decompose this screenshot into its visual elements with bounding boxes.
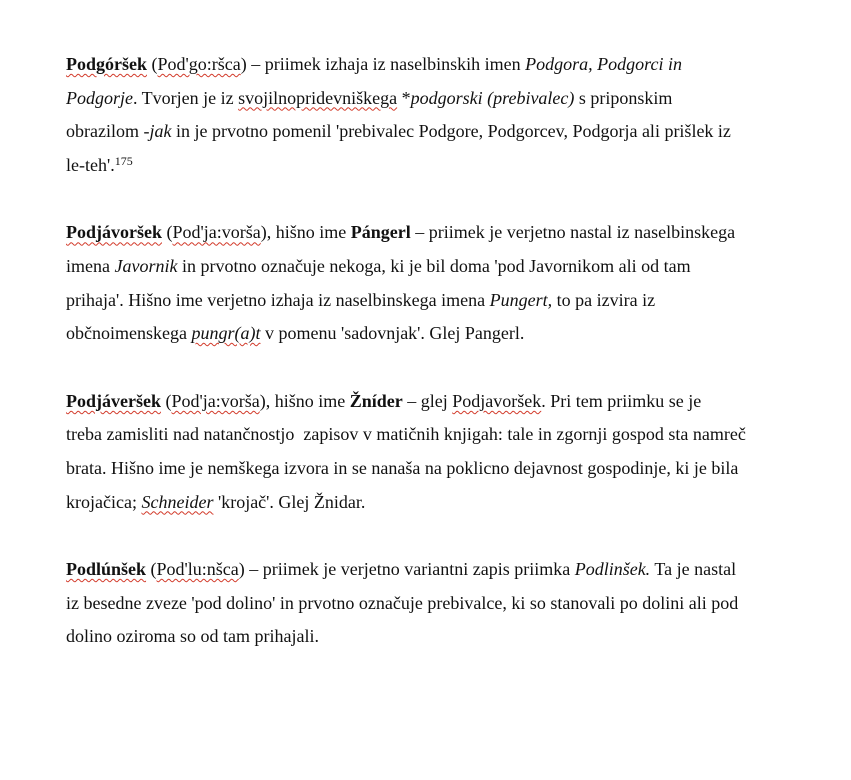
text-run: ( bbox=[162, 222, 173, 243]
italic-run: Schneider bbox=[141, 491, 214, 512]
text-run: ), hišno ime bbox=[260, 222, 351, 243]
text-run: in je prvotno pomenil 'prebivalec Podgore, Podgorcev, Podgorja ali prišlek iz bbox=[171, 121, 731, 142]
text-run: Pod'ja:vorša bbox=[172, 222, 261, 243]
text-run: krojačica; bbox=[66, 491, 142, 512]
text-line bbox=[66, 587, 794, 621]
document-page bbox=[66, 48, 794, 688]
text-line bbox=[66, 418, 794, 452]
headword: Podlúnšek bbox=[66, 559, 147, 580]
italic-run: Javornik bbox=[114, 255, 178, 276]
entry-paragraph bbox=[66, 48, 794, 182]
text-run: s priponskim bbox=[574, 87, 673, 108]
text-run: ( bbox=[147, 54, 158, 74]
text-line bbox=[66, 452, 794, 486]
text-run: Pod'lu:nšca bbox=[156, 559, 239, 580]
text-run: v pomenu 'sadovnjak'. Glej Pangerl. bbox=[260, 323, 525, 344]
italic-run: podgorski (prebivalec) bbox=[410, 87, 575, 108]
text-run: – glej bbox=[402, 390, 453, 411]
text-run: prihaja'. Hišno ime verjetno izhaja iz naselbinskega imena bbox=[66, 289, 490, 310]
headword: Podjáveršek bbox=[66, 390, 161, 411]
footnote-ref: 175 bbox=[114, 153, 133, 168]
headword: Pángerl bbox=[350, 222, 411, 243]
text-run: . Tvorjen je iz bbox=[133, 87, 239, 108]
text-line bbox=[66, 620, 794, 654]
italic-run: Pungert, bbox=[489, 289, 553, 310]
text-line bbox=[66, 553, 794, 587]
text-run: Ta je nastal bbox=[650, 559, 737, 580]
italic-run: Podlinšek. bbox=[574, 559, 651, 580]
text-run: – priimek je verjetno nastal iz naselbinskega bbox=[410, 222, 736, 243]
entry-paragraph bbox=[66, 385, 794, 519]
text-run: iz besedne zveze 'pod dolino' in prvotno označuje prebivalce, ki so stanovali po dolini ali pod bbox=[66, 592, 739, 613]
text-run: dolino oziroma so od tam prihajali. bbox=[66, 626, 319, 647]
text-line bbox=[66, 486, 794, 520]
italic-run: pungr(a)t bbox=[191, 323, 261, 344]
text-run: ), hišno ime bbox=[259, 390, 350, 411]
text-run: obrazilom bbox=[66, 121, 144, 142]
italic-run: Podgora, Podgorci in bbox=[525, 54, 682, 74]
text-line bbox=[66, 216, 794, 250]
text-run: ) – priimek izhaja iz naselbinskih imen bbox=[240, 54, 526, 74]
italic-run: Podgorje bbox=[66, 87, 133, 108]
text-line bbox=[66, 149, 794, 183]
italic-run: -jak bbox=[143, 121, 172, 142]
text-line bbox=[66, 250, 794, 284]
headword: Podjávoršek bbox=[66, 222, 162, 243]
text-run: Pod'go:ršca bbox=[157, 54, 241, 74]
entry-paragraph bbox=[66, 216, 794, 350]
text-run: ) – priimek je verjetno variantni zapis priimka bbox=[238, 559, 575, 580]
text-line bbox=[66, 48, 794, 82]
text-run: ( bbox=[146, 559, 157, 580]
text-run: * bbox=[397, 87, 411, 108]
text-line bbox=[66, 385, 794, 419]
text-line bbox=[66, 82, 794, 116]
text-run: treba zamisliti nad natančnostjo zapisov v matičnih knjigah: tale in zgornji gospod sta namreč bbox=[66, 424, 746, 445]
entry-paragraph bbox=[66, 553, 794, 654]
headword: Podgóršek bbox=[66, 54, 147, 74]
text-run: občnoimenskega bbox=[66, 323, 192, 344]
headword: Žníder bbox=[349, 390, 403, 411]
text-run: . Pri tem priimku se je bbox=[541, 390, 702, 411]
text-run: brata. Hišno ime je nemškega izvora in se nanaša na poklicno dejavnost gospodinje, ki je bila bbox=[66, 457, 739, 478]
text-line bbox=[66, 284, 794, 318]
text-run: Pod'ja:vorša bbox=[171, 390, 260, 411]
entry-list bbox=[66, 48, 794, 654]
text-run: 'krojač'. Glej Žnidar. bbox=[213, 491, 366, 512]
text-run: Podjavoršek bbox=[452, 390, 542, 411]
text-run: ( bbox=[160, 390, 172, 411]
text-line bbox=[66, 317, 794, 351]
text-line bbox=[66, 115, 794, 149]
text-run: imena bbox=[66, 255, 115, 276]
text-run: in prvotno označuje nekoga, ki je bil doma 'pod Javornikom ali od tam bbox=[177, 255, 691, 276]
text-run: svojilnopridevniškega bbox=[238, 87, 398, 108]
text-run: le-teh'. bbox=[66, 154, 115, 175]
text-run: to pa izvira iz bbox=[552, 289, 656, 310]
